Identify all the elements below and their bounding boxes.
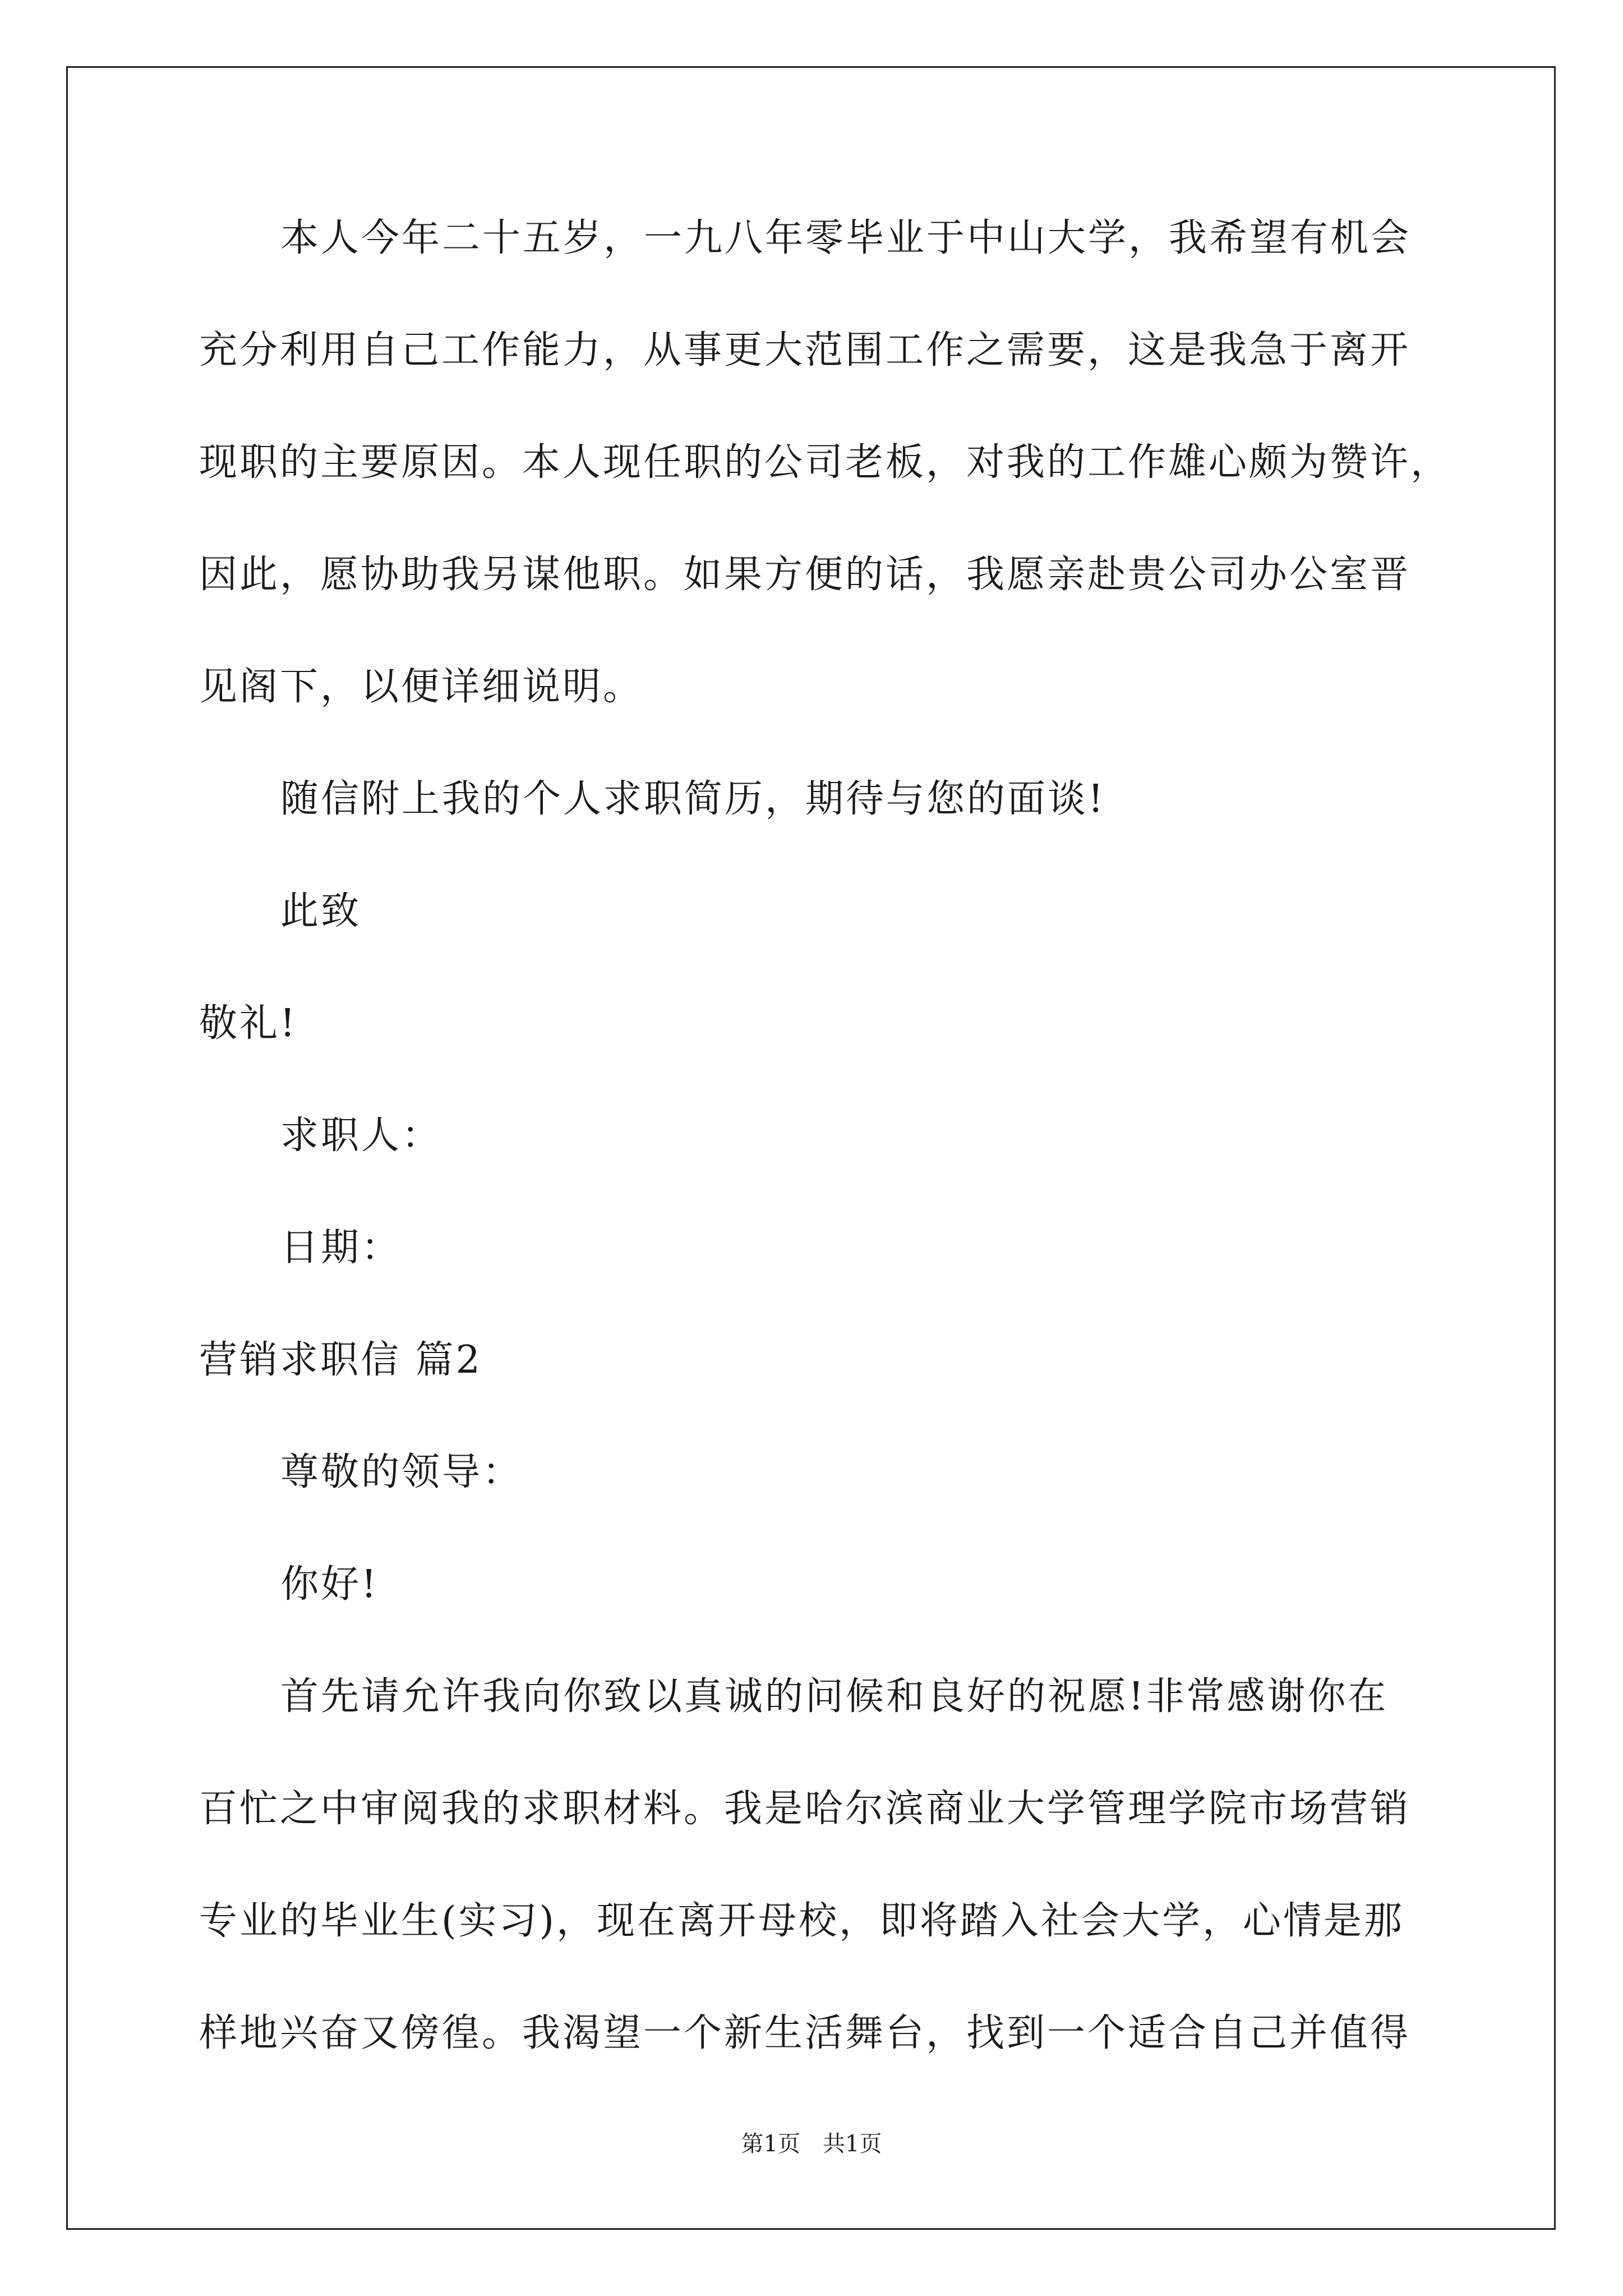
paragraph-line: 专业的毕业生(实习)，现在离开母校，即将踏入社会大学，心情是那: [199, 1899, 1405, 1943]
page-number-footer: 第1页 共1页: [741, 2131, 882, 2157]
paragraph-line: 本人今年二十五岁，一九八年零毕业于中山大学，我希望有机会: [280, 216, 1412, 260]
paragraph-line: 因此，愿协助我另谋他职。如果方便的话，我愿亲赴贵公司办公室晋: [199, 553, 1411, 597]
paragraph-line: 充分利用自己工作能力，从事更大范围工作之需要，这是我急于离开: [199, 328, 1411, 372]
paragraph-line: 百忙之中审阅我的求职材料。我是哈尔滨商业大学管理学院市场营销: [199, 1787, 1411, 1831]
greeting-line: 尊敬的领导：: [280, 1450, 523, 1494]
paragraph-line: 样地兴奋又傍徨。我渴望一个新生活舞台，找到一个适合自己并值得: [199, 2011, 1411, 2055]
paragraph-line: 现职的主要原因。本人现任职的公司老板，对我的工作雄心颇为赞许，: [199, 440, 1451, 485]
salutation-line: 敬礼!: [199, 1001, 298, 1046]
greeting-line: 你好!: [280, 1562, 379, 1607]
section-heading: 营销求职信 篇2: [199, 1338, 482, 1382]
paragraph-line: 首先请允许我向你致以真诚的问候和良好的祝愿!非常感谢你在: [280, 1674, 1389, 1719]
date-line: 日期：: [280, 1226, 402, 1270]
paragraph-line: 见阁下，以便详细说明。: [199, 665, 644, 709]
closing-line: 此致: [280, 889, 362, 933]
document-body: [199, 216, 1451, 2126]
paragraph-line: 随信附上我的个人求职简历，期待与您的面谈!: [280, 777, 1106, 821]
applicant-line: 求职人：: [280, 1114, 442, 1158]
